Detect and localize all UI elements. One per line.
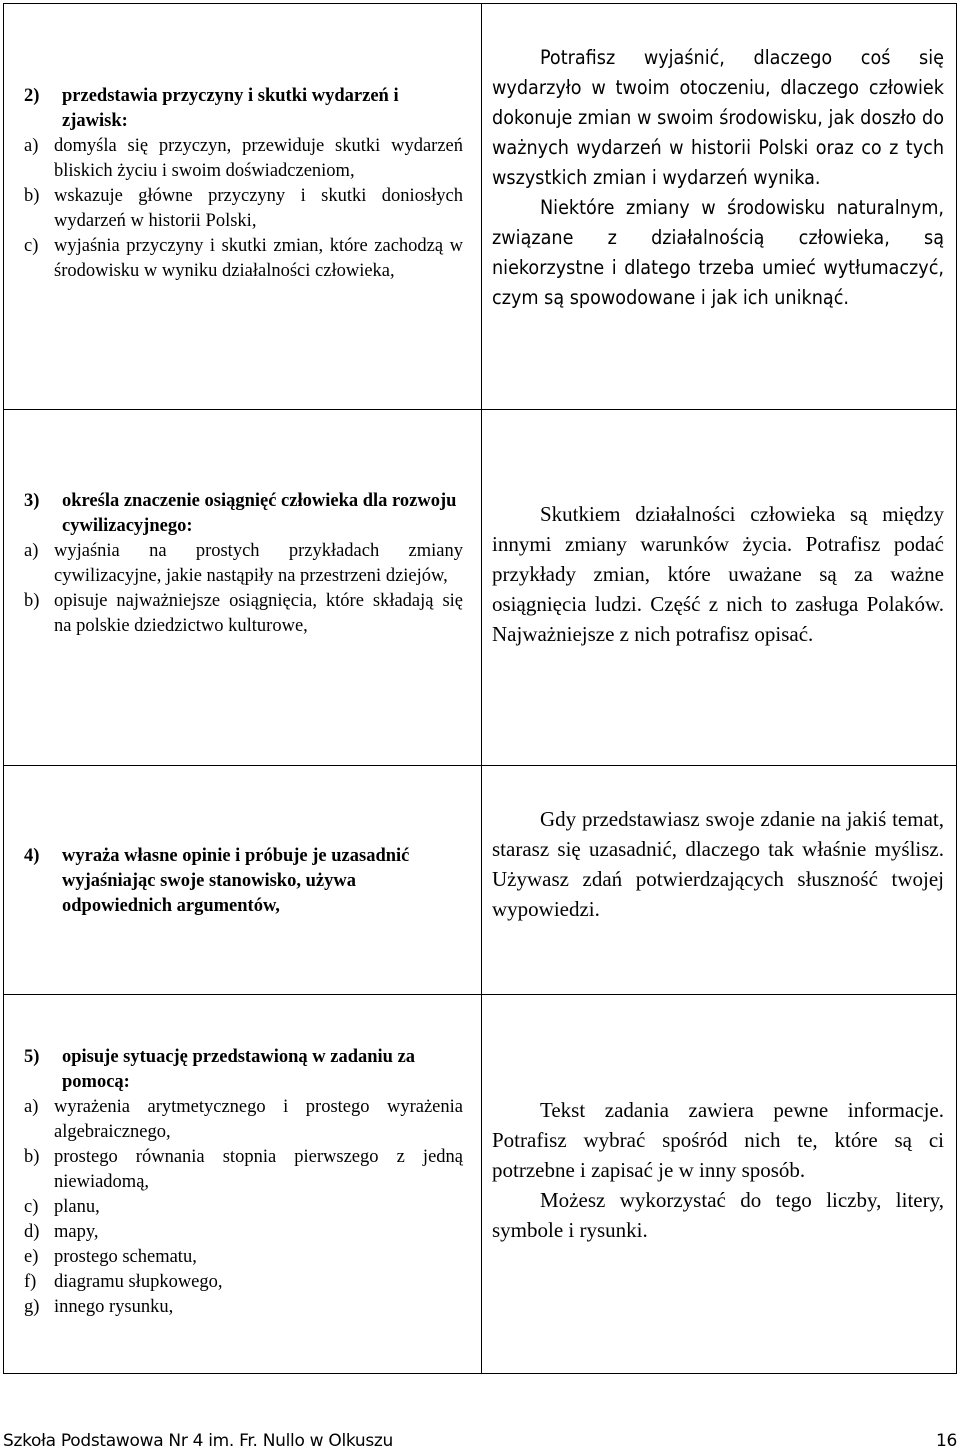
page-number: 16 <box>935 1431 957 1451</box>
heading-text: określa znaczenie osiągnięć człowieka dla rozwoju cywilizacyjnego: <box>62 491 457 536</box>
explanation-paragraph: Gdy przedstawiasz swoje zdanie na jakiś temat, starasz się uzasadnić, dlaczego tak właśnie myślisz. Używasz zdań potwierdzających słuszność twojej wypowiedzi. <box>492 807 944 921</box>
requirement-heading <box>24 84 463 134</box>
requirement-cell <box>4 410 482 765</box>
requirement-cell <box>4 995 482 1373</box>
requirement-heading <box>24 844 463 919</box>
list-item: e) prostego schematu, <box>24 1247 197 1267</box>
explanation-paragraph: Potrafisz wyjaśnić, dlaczego coś się wydarzyło w twoim otoczeniu, dlaczego człowiek dokonuje zmian w swoim środowisku, jak doszło do ważnych wydarzeń w historii Polski oraz co z tych wszystkich zmian i wydarzeń wynika. <box>492 46 944 189</box>
heading-number: 3) <box>24 491 40 511</box>
explanation-cell <box>482 410 956 765</box>
heading-text: wyraża własne opinie i próbuje je uzasadnić wyjaśniając swoje stanowisko, używa odpowiednich argumentów, <box>62 846 410 916</box>
list-item: f) diagramu słupkowego, <box>24 1272 223 1292</box>
requirement-cell <box>4 766 482 994</box>
explanation-paragraph: Możesz wykorzystać do tego liczby, litery, symbole i rysunki. <box>492 1188 944 1242</box>
heading-number: 5) <box>24 1047 40 1067</box>
list-item: d) mapy, <box>24 1222 99 1242</box>
criteria-row-5 <box>3 994 957 1374</box>
list-item: b) opisuje najważniejsze osiągnięcia, które składają się na polskie dziedzictwo kulturowe, <box>24 591 463 636</box>
heading-number: 2) <box>24 86 40 106</box>
list-item: g) innego rysunku, <box>24 1297 174 1317</box>
page-footer <box>3 1430 957 1452</box>
explanation-paragraph: Niektóre zmiany w środowisku naturalnym, związane z działalnością człowieka, są niekorzystne i dlatego trzeba umieć wytłumaczyć, czym są spowodowane i jak ich uniknąć. <box>492 196 944 309</box>
explanation-paragraph: Skutkiem działalności człowieka są między innymi zmiany warunków życia. Potrafisz podać przykłady zmian, które uważane są za ważne osiągnięcia ludzi. Część z nich to zasługa Polaków. Najważniejsze z nich potrafisz opisać. <box>492 502 944 646</box>
list-item: a) wyjaśnia na prostych przykładach zmiany cywilizacyjne, jakie nastąpiły na przestrzeni dziejów, <box>24 541 463 586</box>
explanation-paragraph: Tekst zadania zawiera pewne informacje. Potrafisz wybrać spośród nich te, które są ci potrzebne i zapisać je w inny sposób. <box>492 1098 944 1182</box>
list-item: b) prostego równania stopnia pierwszego z jedną niewiadomą, <box>24 1147 463 1192</box>
list-item: b) wskazuje główne przyczyny i skutki doniosłych wydarzeń w historii Polski, <box>24 186 463 231</box>
list-item: c) wyjaśnia przyczyny i skutki zmian, które zachodzą w środowisku w wyniku działalności człowieka, <box>24 236 463 281</box>
heading-text: przedstawia przyczyny i skutki wydarzeń i zjawisk: <box>62 86 399 131</box>
footer-school-name: Szkoła Podstawowa Nr 4 im. Fr. Nullo w Olkuszu <box>3 1431 394 1451</box>
explanation-cell <box>482 4 956 409</box>
criteria-row-3 <box>3 409 957 766</box>
requirement-heading <box>24 489 463 539</box>
list-item: a) wyrażenia arytmetycznego i prostego wyrażenia algebraicznego, <box>24 1097 463 1142</box>
list-item: a) domyśla się przyczyn, przewiduje skutki wydarzeń bliskich życiu i swoim doświadczeniom, <box>24 136 463 181</box>
explanation-cell <box>482 995 956 1373</box>
list-item: c) planu, <box>24 1197 100 1217</box>
requirement-heading <box>24 1045 463 1095</box>
explanation-cell <box>482 766 956 994</box>
heading-number: 4) <box>24 846 40 866</box>
criteria-row-2 <box>3 3 957 410</box>
requirement-cell <box>4 4 482 409</box>
criteria-row-4 <box>3 765 957 995</box>
heading-text: opisuje sytuację przedstawioną w zadaniu za pomocą: <box>62 1047 416 1092</box>
